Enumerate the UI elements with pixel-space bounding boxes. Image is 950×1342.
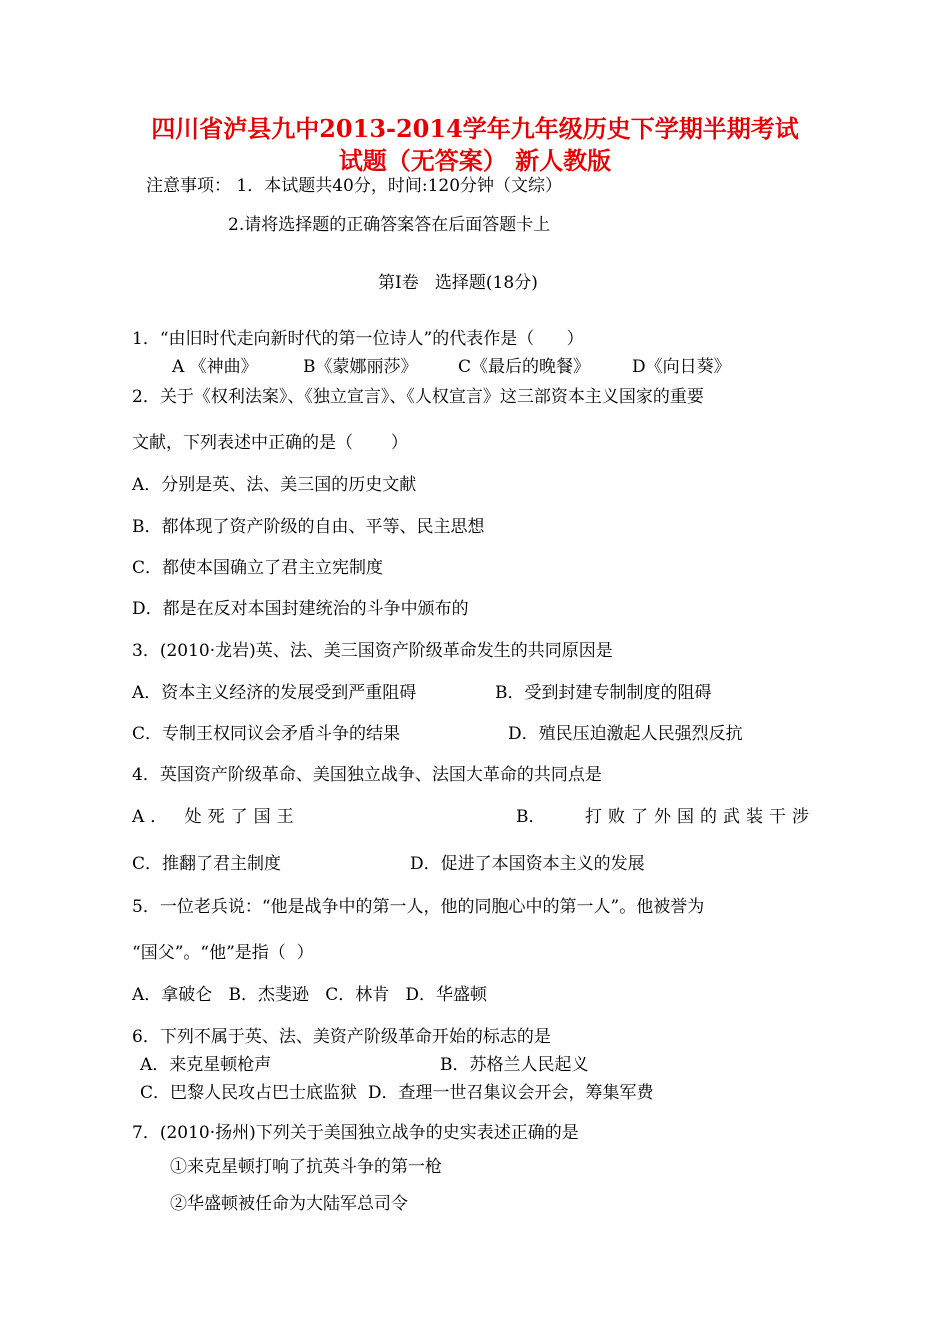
q2-stem-2: 文献，下列表述中正确的是（ ） bbox=[132, 433, 408, 453]
q4-option-a: A． 处死了国王 bbox=[132, 807, 300, 827]
q6-stem: 6．下列不属于英、法、美资产阶级革命开始的标志的是 bbox=[132, 1027, 551, 1047]
q4-option-c: C．推翻了君主制度 bbox=[132, 854, 282, 874]
q1-option-a: A 《神曲》 bbox=[172, 357, 258, 377]
q2-option-b: B．都体现了资产阶级的自由、平等、民主思想 bbox=[132, 517, 485, 537]
note-2: 2.请将选择题的正确答案答在后面答题卡上 bbox=[228, 215, 551, 235]
q4-option-b-label: B． bbox=[516, 807, 546, 827]
q2-option-c: C．都使本国确立了君主立宪制度 bbox=[132, 558, 384, 578]
title-line-2: 试题（无答案） 新人教版 bbox=[338, 146, 612, 175]
q3-option-d: D．殖民压迫激起人民强烈反抗 bbox=[508, 724, 743, 744]
q4-option-b-text: 打败了外国的武装干涉 bbox=[585, 807, 815, 827]
section-title: 第Ⅰ卷 选择题(18分) bbox=[378, 273, 538, 293]
title-line-1: 四川省泸县九中2013-2014学年九年级历史下学期半期考试 bbox=[151, 114, 799, 143]
q3-stem: 3．(2010·龙岩)英、法、美三国资产阶级革命发生的共同原因是 bbox=[132, 641, 613, 661]
q7-item-2: ②华盛顿被任命为大陆军总司令 bbox=[170, 1194, 408, 1214]
q3-option-b: B．受到封建专制制度的阻碍 bbox=[495, 683, 712, 703]
q6-option-b: B．苏格兰人民起义 bbox=[440, 1055, 589, 1075]
q7-stem: 7．(2010·扬州)下列关于美国独立战争的史实表述正确的是 bbox=[132, 1123, 579, 1143]
q4-option-d: D．促进了本国资本主义的发展 bbox=[410, 854, 645, 874]
q1-option-b: B《蒙娜丽莎》 bbox=[303, 357, 418, 377]
note-1: 注意事项： 1．本试题共40分，时间:120分钟（文综） bbox=[146, 176, 563, 196]
q3-option-c: C．专制王权同议会矛盾斗争的结果 bbox=[132, 724, 401, 744]
q1-option-c: C《最后的晚餐》 bbox=[458, 357, 591, 377]
q1-option-d: D《向日葵》 bbox=[632, 357, 731, 377]
q6-option-cd: C．巴黎人民攻占巴士底监狱 D．查理一世召集议会开会，筹集军费 bbox=[140, 1083, 654, 1103]
q7-item-1: ①来克星顿打响了抗英斗争的第一枪 bbox=[170, 1157, 442, 1177]
q2-option-d: D．都是在反对本国封建统治的斗争中颁布的 bbox=[132, 599, 469, 619]
q3-option-a: A．资本主义经济的发展受到严重阻碍 bbox=[132, 683, 417, 703]
q5-options: A．拿破仑 B．杰斐逊 C．林肯 D．华盛顿 bbox=[132, 985, 488, 1005]
q2-stem-1: 2．关于《权利法案》、《独立宣言》、《人权宣言》这三部资本主义国家的重要 bbox=[132, 387, 704, 407]
q1-stem: 1．“由旧时代走向新时代的第一位诗人”的代表作是（ ） bbox=[132, 329, 584, 349]
q4-stem: 4．英国资产阶级革命、美国独立战争、法国大革命的共同点是 bbox=[132, 765, 602, 785]
q5-stem-2: “国父”。“他”是指（ ） bbox=[132, 943, 314, 963]
q6-option-a: A．来克星顿枪声 bbox=[140, 1055, 272, 1075]
q2-option-a: A．分别是英、法、美三国的历史文献 bbox=[132, 475, 417, 495]
q5-stem-1: 5．一位老兵说：“他是战争中的第一人，他的同胞心中的第一人”。他被誉为 bbox=[132, 897, 705, 917]
